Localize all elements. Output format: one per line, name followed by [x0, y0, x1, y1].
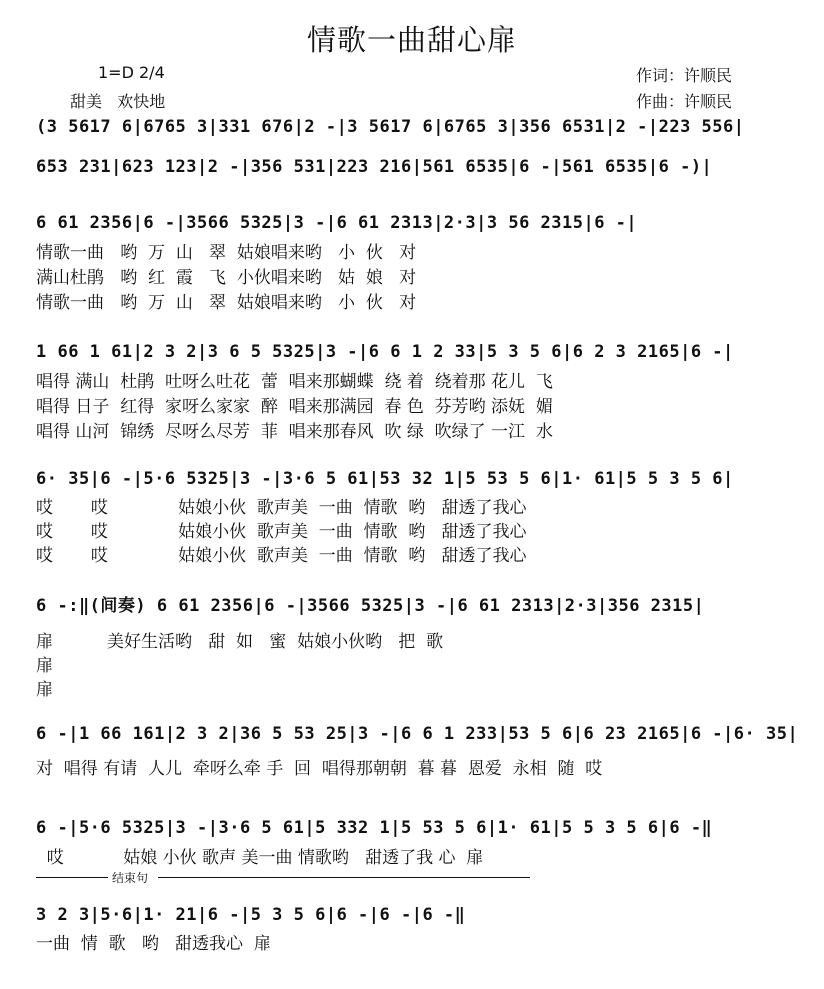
- lyric-line: 唱得 山河 锦绣 尽呀么尽芳 菲 唱来那春风 吹 绿 吹绿了 一江 水: [36, 422, 553, 442]
- lyric-line: 情歌一曲 哟 万 山 翠 姑娘唱来哟 小 伙 对: [36, 293, 417, 313]
- composer-credit: 作曲：许顺民: [636, 92, 733, 111]
- lyric-line: 一曲 情 歌 哟 甜透我心 扉: [36, 934, 271, 954]
- notation-row: 6 -:‖(间奏) 6 61 2356|6 -|3566 5325|3 -|6 61 2313|2·3|356 2315|: [36, 596, 705, 616]
- key-meter: 1=D 2/4: [98, 63, 165, 82]
- lyric-line: 唱得 日子 红得 家呀么家家 醉 唱来那满园 春 色 芬芳哟 添妩 媚: [36, 397, 553, 417]
- lyric-line: 唱得 满山 杜鹃 吐呀么吐花 蕾 唱来那蝴蝶 绕 着 绕着那 花儿 飞: [36, 372, 553, 392]
- lyric-line: 情歌一曲 哟 万 山 翠 姑娘唱来哟 小 伙 对: [36, 243, 417, 263]
- lyric-line: 扉 美好生活哟 甜 如 蜜 姑娘小伙哟 把 歌: [36, 632, 444, 652]
- notation-row: 653 231|623 123|2 -|356 531|223 216|561 6535|6 -|561 6535|6 -)|: [36, 157, 713, 177]
- notation-row: 3 2 3|5·6|1· 21|6 -|5 3 5 6|6 -|6 -|6 -‖: [36, 905, 466, 925]
- lyric-line: 哎 哎 姑娘小伙 歌声美 一曲 情歌 哟 甜透了我心: [36, 522, 527, 542]
- notation-row: 6 -|5·6 5325|3 -|3·6 5 61|5 332 1|5 53 5 6|1· 61|5 5 3 5 6|6 -‖: [36, 818, 713, 838]
- notation-row: (3 5617 6|6765 3|331 676|2 -|3 5617 6|6765 3|356 6531|2 -|223 556|: [36, 117, 745, 137]
- lyricist-credit: 作词：许顺民: [636, 66, 733, 85]
- lyric-line: 哎 姑娘 小伙 歌声 美一曲 情歌哟 甜透了我 心 扉: [36, 848, 484, 868]
- lyric-line: 对 唱得 有请 人儿 牵呀么牵 手 回 唱得那朝朝 暮 暮 恩爱 永相 随 哎: [36, 759, 603, 779]
- song-title: 情歌一曲甜心扉: [306, 23, 517, 57]
- notation-row: 1 66 1 61|2 3 2|3 6 5 5325|3 -|6 6 1 2 33|5 3 5 6|6 2 3 2165|6 -|: [36, 342, 734, 362]
- lyric-line: 扉: [36, 656, 53, 676]
- ending-rule-left: [36, 877, 108, 878]
- lyric-line: 扉: [36, 680, 53, 700]
- lyric-line: 哎 哎 姑娘小伙 歌声美 一曲 情歌 哟 甜透了我心: [36, 546, 527, 566]
- lyric-line: 哎 哎 姑娘小伙 歌声美 一曲 情歌 哟 甜透了我心: [36, 498, 527, 518]
- notation-row: 6· 35|6 -|5·6 5325|3 -|3·6 5 61|53 32 1|5 53 5 6|1· 61|5 5 3 5 6|: [36, 469, 734, 489]
- lyric-line: 满山杜鹃 哟 红 霞 飞 小伙唱来哟 姑 娘 对: [36, 268, 417, 288]
- notation-row: 6 -|1 66 161|2 3 2|36 5 53 25|3 -|6 6 1 233|53 5 6|6 23 2165|6 -|6· 35|: [36, 724, 799, 744]
- tempo-mood: 甜美 欢快地: [70, 92, 166, 111]
- ending-rule-right: [158, 877, 530, 878]
- notation-row: 6 61 2356|6 -|3566 5325|3 -|6 61 2313|2·3|3 56 2315|6 -|: [36, 213, 638, 233]
- ending-label: 结束句: [112, 871, 149, 885]
